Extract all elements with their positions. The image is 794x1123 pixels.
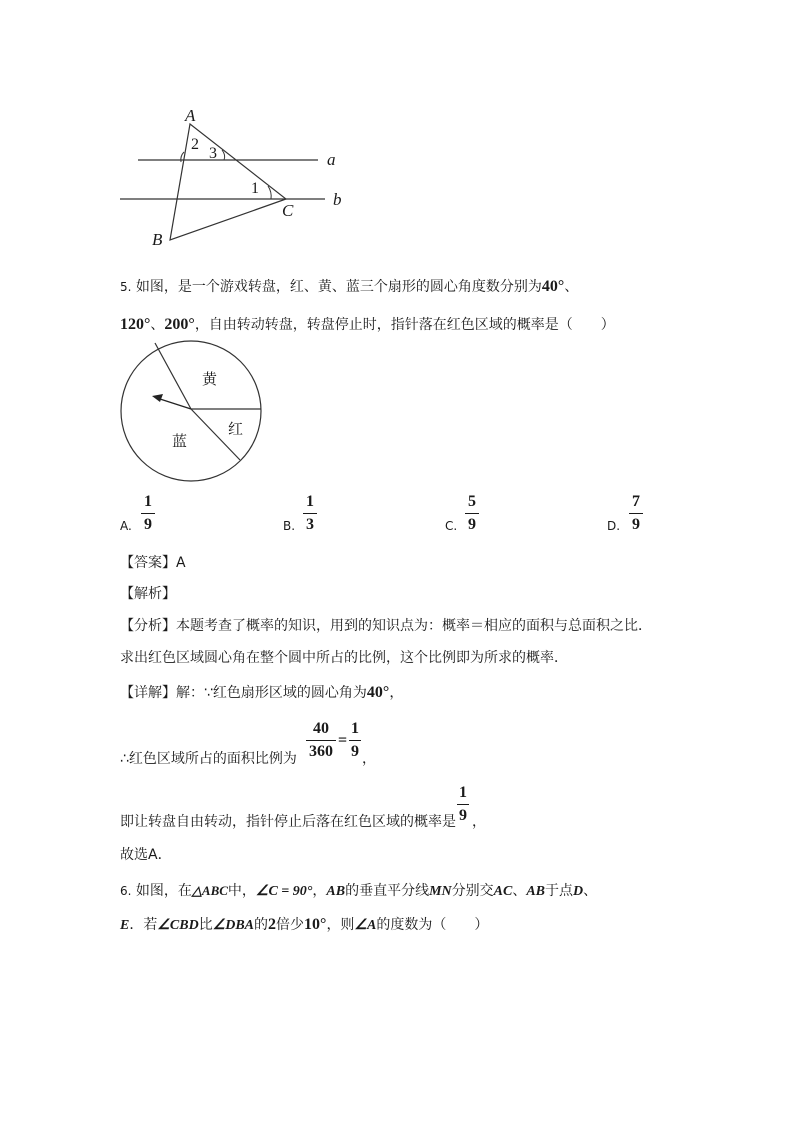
option-d-den: 9 (632, 516, 640, 533)
q5-sep2: 、 (150, 317, 165, 333)
q5-detail-angle: 40° (366, 684, 390, 701)
angle-1-arc (268, 186, 271, 199)
spinner-wheel (118, 338, 264, 484)
ratio-num-1: 40 (313, 720, 329, 737)
option-a-num: 1 (144, 493, 152, 510)
option-b-den: 3 (306, 516, 314, 533)
q6-ab-2: AB (526, 884, 546, 899)
q5-detail-suffix: ， (389, 685, 404, 701)
label-angle-2: 2 (191, 136, 199, 153)
option-d-letter: D. (607, 519, 621, 533)
q5-line2 (120, 314, 615, 334)
prob-fraction (457, 785, 469, 824)
q6-triangle-abc: △ABC (191, 883, 228, 898)
q6-ten-degrees: 10° (304, 916, 327, 933)
q6-angle-c: ∠C = 90° (255, 884, 313, 899)
q6-text-2: 中， (227, 883, 256, 899)
option-b-letter: B. (283, 519, 296, 533)
q6-text-8: 、 (583, 883, 598, 899)
q5-number: 5. (120, 280, 132, 294)
q6-angle-dba: ∠DBA (212, 918, 255, 933)
option-d-num: 7 (632, 493, 640, 510)
prob-suffix: ， (472, 814, 486, 830)
q6-text-7: 于点 (545, 883, 574, 899)
wheel-red-label: 红 (228, 420, 244, 438)
q5-angle3: 200° (164, 316, 195, 333)
triangle-parallel-lines-figure (110, 100, 370, 260)
ratio-suffix: ， (362, 751, 376, 767)
option-a-letter: A. (120, 519, 132, 533)
label-A: A (185, 106, 196, 125)
q6-text-13: ，则 (326, 917, 355, 933)
q6-text-14: 的度数为（ ） (376, 917, 489, 933)
q5-fenxi-line2: 求出红色区域圆心角在整个圆中所占的比例，这个比例即为所求的概率． (120, 650, 568, 666)
label-C: C (282, 201, 294, 220)
option-c-fraction (465, 494, 479, 533)
q6-ac: AC (493, 884, 513, 899)
ratio-equals: = (338, 732, 348, 749)
q6-mn: MN (429, 884, 452, 899)
prob-num: 1 (459, 784, 467, 801)
q5-prob-prefix: 即让转盘自由转动，指针停止后落在红色区域的概率是 (120, 814, 456, 830)
pointer-arrow-head (152, 394, 163, 402)
q6-text-10: 比 (198, 917, 213, 933)
label-b: b (333, 190, 342, 209)
prob-den: 9 (459, 807, 467, 824)
q6-text-4: 的垂直平分线 (345, 883, 430, 899)
label-angle-3: 3 (209, 145, 217, 162)
label-angle-1: 1 (251, 180, 259, 197)
q6-ab-1: AB (326, 884, 346, 899)
option-a-fraction (141, 494, 155, 533)
q6-text-12: 倍少 (276, 917, 305, 933)
q6-line1 (120, 880, 597, 900)
q6-text-5: 分别交 (451, 883, 494, 899)
q5-sep1: 、 (564, 279, 579, 295)
q5-line1 (120, 276, 578, 296)
q6-angle-a: ∠A (354, 918, 377, 933)
option-b-num: 1 (306, 493, 314, 510)
q6-angle-cbd: ∠CBD (157, 918, 199, 933)
q6-line2 (120, 914, 488, 934)
q6-point-e: E (120, 918, 130, 933)
option-b-fraction (303, 494, 317, 533)
ratio-fraction-2 (349, 721, 361, 760)
q5-conclusion: 故选A． (120, 847, 172, 863)
triangle-abc (170, 124, 286, 240)
q5-angle1: 40° (541, 278, 565, 295)
q6-two: 2 (268, 916, 277, 933)
q6-number: 6. (120, 884, 132, 898)
q5-analysis-title: 【解析】 (120, 586, 176, 602)
q5-fenxi-line1: 【分析】本题考查了概率的知识，用到的知识点为：概率＝相应的面积与总面积之比． (120, 618, 652, 634)
q6-text-6: 、 (512, 883, 527, 899)
option-c-num: 5 (468, 493, 476, 510)
ratio-den-2: 9 (351, 743, 359, 760)
q6-text-1: 如图，在 (135, 883, 192, 899)
wheel-yellow-label: 黄 (202, 370, 218, 388)
q5-detail-prefix: 【详解】解：∵红色扇形区域的圆心角为 (120, 685, 367, 701)
ratio-fraction-1 (306, 721, 336, 760)
option-c-den: 9 (468, 516, 476, 533)
q6-point-d: D (573, 884, 584, 899)
q5-detail-line (120, 682, 403, 702)
option-d-fraction (629, 494, 643, 533)
q6-text-3: ， (312, 883, 327, 899)
q5-answer: 【答案】A (120, 555, 186, 571)
ratio-num-2: 1 (351, 720, 359, 737)
q5-text2: ，自由转动转盘，转盘停止时，指针落在红色区域的概率是（ ） (194, 317, 615, 333)
q6-text-11: 的 (254, 917, 269, 933)
label-a: a (327, 150, 336, 169)
ratio-den-1: 360 (309, 743, 333, 760)
wheel-blue-label: 蓝 (172, 432, 188, 450)
q6-text-9: ．若 (129, 917, 158, 933)
option-a-den: 9 (144, 516, 152, 533)
q5-ratio-prefix: ∴红色区域所占的面积比例为 (120, 751, 297, 767)
q5-angle2: 120° (120, 316, 151, 333)
q5-text1: 如图，是一个游戏转盘，红、黄、蓝三个扇形的圆心角度数分别为 (135, 279, 542, 295)
label-B: B (152, 230, 163, 249)
option-c-letter: C. (445, 519, 458, 533)
